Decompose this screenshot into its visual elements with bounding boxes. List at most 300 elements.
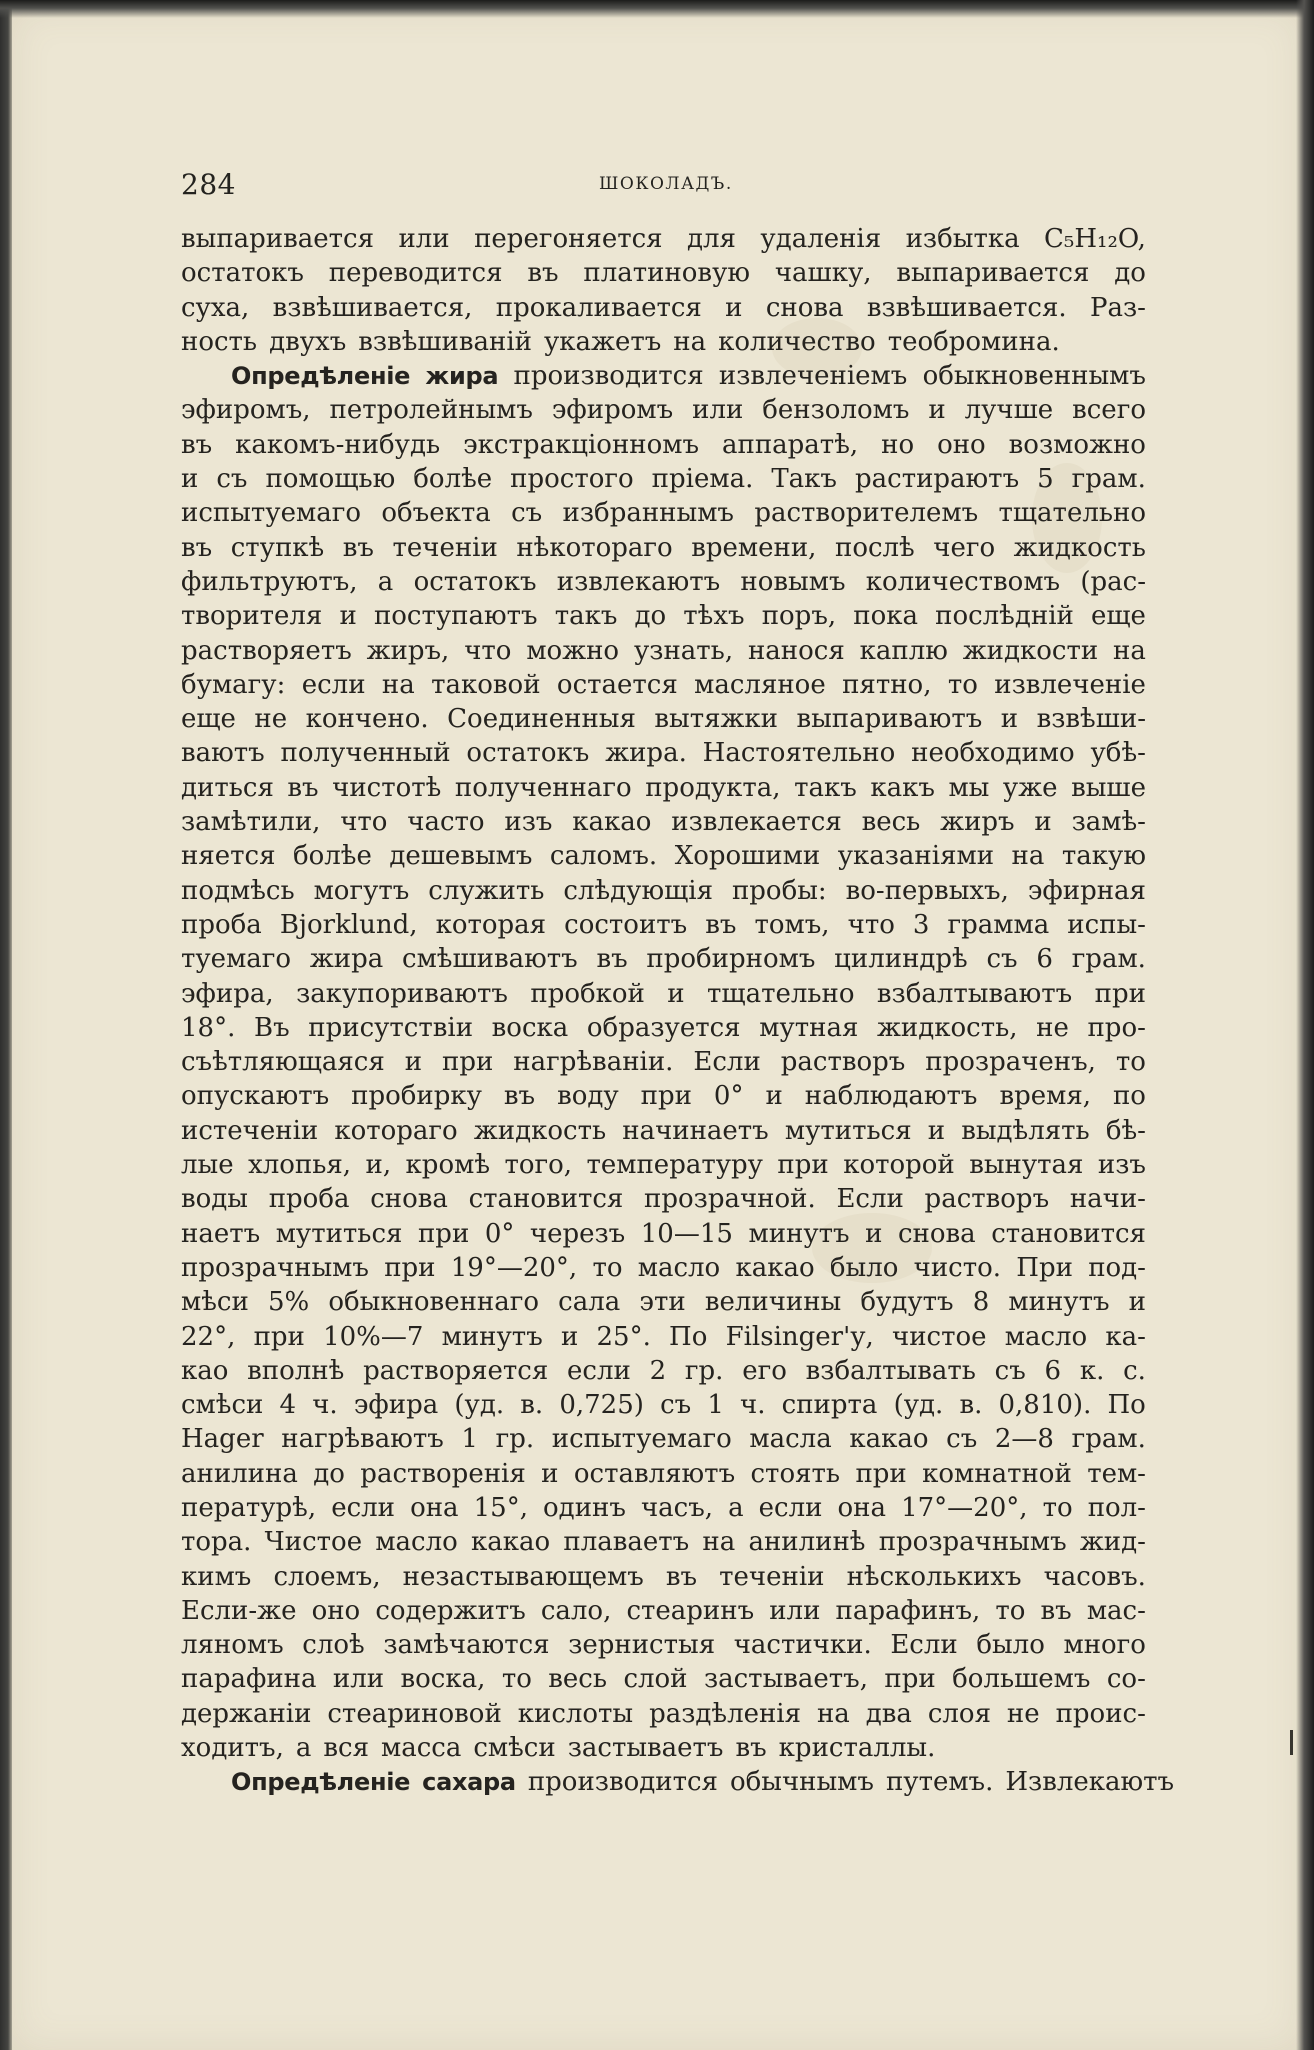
word: Filsinger'у, — [725, 1321, 874, 1352]
word: изъ — [504, 807, 553, 838]
word: чего — [933, 532, 996, 563]
text-line — [181, 1148, 1146, 1182]
word: такую — [1061, 841, 1146, 872]
word: съ — [994, 1355, 1026, 1386]
word: такъ — [554, 601, 618, 632]
word: поступаютъ — [373, 601, 538, 632]
word: 17°—20°, — [901, 1492, 1028, 1523]
word: до — [313, 1458, 345, 1489]
text-line — [181, 496, 1146, 530]
word: растворяетъ — [181, 635, 352, 666]
text-line — [181, 256, 1146, 290]
word: 6 — [1036, 944, 1053, 975]
word: обычнымъ — [729, 1767, 874, 1798]
word: петролейнымъ — [329, 395, 533, 426]
text-line — [181, 1731, 1146, 1765]
word: съѣтляющаяся — [181, 1047, 385, 1078]
word: слоемъ, — [273, 1561, 381, 1592]
word: путемъ. — [885, 1767, 994, 1798]
word: а — [728, 1492, 744, 1523]
word: эти — [639, 1287, 686, 1318]
word: замѣ- — [1071, 807, 1146, 838]
word: образуется — [586, 1012, 741, 1043]
text-line — [181, 1491, 1146, 1525]
word: с. — [1123, 1355, 1146, 1386]
word: 8 — [972, 1287, 990, 1318]
text-line — [181, 393, 1146, 427]
word: перегоняется — [474, 224, 663, 254]
word: 19°—20°, — [450, 1252, 578, 1283]
word: указаніями — [837, 841, 995, 872]
word: всего — [1072, 395, 1146, 426]
word: масляное — [694, 669, 826, 700]
word: нѣкотораго — [516, 532, 673, 563]
word: 4 — [279, 1390, 297, 1421]
word: взбалтываютъ — [876, 978, 1073, 1009]
word: слоѣ — [302, 1630, 365, 1661]
word: 15°, — [473, 1492, 528, 1523]
word: снова — [370, 1184, 448, 1215]
word: воска — [491, 1012, 569, 1043]
word: и — [560, 1321, 579, 1352]
word: подмѣсь — [181, 875, 295, 906]
word: вполнѣ — [247, 1355, 345, 1386]
word: еще — [1090, 601, 1146, 632]
word: или — [769, 1595, 821, 1626]
word: и — [928, 395, 946, 426]
word: по — [1112, 1081, 1146, 1112]
word: то — [947, 669, 978, 700]
word: какао — [471, 1527, 551, 1558]
word: при — [855, 1458, 907, 1489]
word: ч. — [740, 1390, 766, 1421]
word: грам. — [1071, 944, 1146, 975]
word: ность — [181, 326, 258, 357]
word: 5 — [1037, 464, 1054, 495]
word: гр. — [495, 1424, 535, 1455]
word: диться — [181, 772, 274, 803]
word: ступкѣ — [230, 532, 325, 563]
text-line — [181, 668, 1146, 702]
word: као — [181, 1355, 229, 1386]
word: что — [847, 909, 895, 940]
word: стеаринъ — [626, 1595, 755, 1626]
word: сахара — [422, 1768, 516, 1797]
word: узнать, — [633, 635, 734, 666]
word: а — [295, 1733, 312, 1764]
word: мутиться — [784, 1115, 912, 1146]
word: бумагу: — [181, 669, 286, 700]
text-line — [181, 1662, 1146, 1696]
word: Если — [693, 1047, 761, 1078]
word: каплю — [859, 635, 948, 666]
word: экстракціонномъ — [463, 429, 700, 460]
word: извлеченіе — [994, 669, 1146, 700]
word: вся — [323, 1733, 369, 1764]
word: Такъ — [771, 464, 837, 495]
word: не — [1036, 1012, 1069, 1043]
word: 0,810). — [998, 1390, 1092, 1421]
text-line — [181, 874, 1146, 908]
word: смѣшиваютъ — [402, 944, 578, 975]
text-line — [181, 942, 1146, 976]
word: то — [1042, 1492, 1073, 1523]
word: пока — [853, 601, 918, 632]
word: кимъ — [181, 1561, 252, 1592]
word: будутъ — [860, 1287, 954, 1318]
word: то — [1115, 1047, 1146, 1078]
text-line — [181, 805, 1146, 839]
word: весь — [861, 807, 921, 838]
word: эфирная — [1027, 875, 1146, 906]
text-line — [181, 1697, 1146, 1731]
word: во-первыхъ, — [845, 875, 1009, 906]
word: при — [884, 1664, 936, 1695]
word: 0° — [713, 1081, 744, 1112]
word: удаленія — [760, 224, 882, 254]
word: C₅H₁₂O, — [1044, 224, 1146, 254]
word: парафина — [181, 1664, 317, 1695]
word: гр. — [684, 1355, 724, 1386]
word: послѣ — [834, 532, 915, 563]
word: Если — [836, 1184, 904, 1215]
word: проис- — [1055, 1698, 1146, 1729]
word: и — [927, 1115, 946, 1146]
text-line — [181, 736, 1146, 770]
text-line — [181, 1079, 1146, 1113]
word: жиръ — [940, 807, 1015, 838]
word: теченіи — [719, 1561, 825, 1592]
word: платиновую — [583, 258, 751, 289]
word: 2—8 — [994, 1424, 1054, 1455]
word: въ — [287, 772, 319, 803]
scan-top-shadow — [0, 0, 1314, 18]
word: растворъ — [924, 1184, 1050, 1215]
word: но — [881, 429, 915, 460]
word: выпаривается — [896, 258, 1090, 289]
word: часъ, — [640, 1492, 714, 1523]
word: въ — [181, 429, 213, 460]
word: и — [181, 464, 199, 495]
word: изъ — [1097, 1150, 1146, 1181]
running-title: ШОКОЛАДЪ. — [599, 174, 733, 194]
text-line — [181, 599, 1146, 633]
word: выпаривается — [181, 224, 375, 254]
text-line — [181, 634, 1146, 668]
word: застываетъ, — [703, 1664, 868, 1695]
word: остатокъ — [181, 258, 304, 289]
word: жидкость — [473, 1115, 607, 1146]
text-line — [181, 1182, 1146, 1216]
word: то — [501, 1664, 532, 1695]
word: Опредѣленіе — [231, 362, 411, 391]
word: температуру — [586, 1150, 763, 1181]
word: таковой — [431, 669, 541, 700]
word: и — [765, 1081, 783, 1112]
word: стоять — [750, 1458, 841, 1489]
text-line — [181, 291, 1146, 325]
text-line — [181, 977, 1146, 1011]
word: помощью — [265, 464, 396, 495]
text-line — [181, 325, 1146, 359]
word: мы — [948, 772, 990, 803]
word: прозрачнымъ — [181, 1252, 369, 1283]
word: хлопья, — [248, 1150, 352, 1181]
word: масло — [1004, 1321, 1088, 1352]
word: то — [592, 1252, 623, 1283]
word: Извлекаютъ — [1005, 1767, 1175, 1798]
word: При — [1016, 1252, 1073, 1283]
word: плаваетъ — [563, 1527, 690, 1558]
word: два — [865, 1698, 912, 1729]
word: теченіи — [392, 532, 498, 563]
text-line — [181, 1525, 1146, 1559]
word: котораго — [334, 1115, 458, 1146]
word: мутная — [759, 1012, 859, 1043]
word: прозрачной. — [644, 1184, 816, 1215]
word: на — [1011, 841, 1045, 872]
word: выдѣлять — [961, 1115, 1090, 1146]
word: (уд. — [454, 1390, 505, 1421]
text-line — [181, 1594, 1146, 1628]
text-line — [181, 908, 1146, 942]
word: на — [816, 1698, 850, 1729]
scan-right-edge — [1296, 0, 1314, 2050]
word: жира — [425, 362, 499, 391]
word: при — [777, 1150, 829, 1181]
word: бензоломъ — [762, 395, 910, 426]
word: замѣчаются — [383, 1630, 550, 1661]
word: анилина — [181, 1458, 298, 1489]
word: ляномъ — [181, 1630, 284, 1661]
word: послѣдній — [935, 601, 1074, 632]
word: начи- — [1069, 1184, 1146, 1215]
text-line — [181, 1045, 1146, 1079]
word: Въ — [253, 1012, 290, 1043]
text-line — [181, 1765, 1175, 1799]
word: и — [339, 601, 357, 632]
word: съ — [216, 464, 248, 495]
word: ваютъ — [181, 738, 265, 769]
word: 6 — [1044, 1355, 1062, 1386]
word: ка- — [1105, 1321, 1146, 1352]
word: остается — [556, 669, 678, 700]
word: тѣхъ — [683, 601, 745, 632]
word: масло — [637, 1252, 721, 1283]
word: 0° — [484, 1218, 515, 1249]
word: состоитъ — [564, 909, 688, 940]
word: фильтруютъ, — [181, 566, 358, 597]
word: того, — [504, 1150, 573, 1181]
word: слѣдующія — [563, 875, 713, 906]
word: растворенія — [360, 1458, 526, 1489]
word: количество — [718, 326, 876, 357]
text-line — [181, 1011, 1146, 1045]
word: содержитъ — [375, 1595, 526, 1626]
word: воска, — [400, 1664, 486, 1695]
word: одинъ — [543, 1492, 626, 1523]
word: 10%—7 — [323, 1321, 424, 1352]
word: творителя — [181, 601, 323, 632]
word: 1 — [461, 1424, 478, 1455]
word: Опредѣленіе — [231, 1768, 411, 1797]
word: мѣси — [181, 1287, 249, 1318]
word: или — [332, 1664, 385, 1695]
word: Если-же — [181, 1595, 297, 1626]
word: оно — [937, 429, 986, 460]
word: можно — [526, 635, 620, 666]
word: снова — [897, 1218, 976, 1249]
word: пробкой — [530, 978, 645, 1009]
word: Настоятельно — [702, 738, 896, 769]
word: уже — [1002, 772, 1058, 803]
word: пол- — [1087, 1492, 1146, 1523]
word: парафинъ, — [835, 1595, 981, 1626]
word: воду — [557, 1081, 619, 1112]
word: и — [1034, 807, 1052, 838]
text-line — [181, 1114, 1146, 1148]
word: испытуемаго — [551, 1424, 732, 1455]
word: бѣ- — [1105, 1115, 1146, 1146]
word: проба — [181, 909, 262, 940]
word: до — [634, 601, 667, 632]
word: простого — [510, 464, 634, 495]
word: пературѣ, — [181, 1492, 317, 1523]
word: и — [865, 1218, 883, 1249]
word: болѣе — [292, 841, 372, 872]
word: объекта — [381, 498, 491, 529]
word: производится — [513, 361, 704, 392]
word: минутъ — [441, 1321, 543, 1352]
word: извлекается — [671, 807, 842, 838]
word: для — [687, 224, 736, 254]
word: что — [464, 635, 512, 666]
word: на — [1113, 635, 1146, 666]
word: которая — [435, 909, 547, 940]
text-line — [181, 462, 1146, 496]
word: и — [667, 978, 685, 1009]
word: смѣси — [181, 1390, 264, 1421]
word: начинаетъ — [622, 1115, 769, 1146]
word: Чистое — [264, 1527, 363, 1558]
word: саломъ. — [549, 841, 658, 872]
word: вытяжки — [654, 704, 778, 735]
word: если — [301, 669, 366, 700]
word: чашку, — [774, 258, 872, 289]
text-line — [181, 839, 1146, 873]
word: оставляютъ — [573, 1458, 736, 1489]
word: въ — [527, 258, 559, 289]
word: и, — [365, 1150, 392, 1181]
word: укажетъ — [544, 326, 662, 357]
word: туемаго — [181, 944, 292, 975]
word: 25°. — [596, 1321, 651, 1352]
word: выше — [1071, 772, 1146, 803]
text-line — [181, 359, 1146, 393]
word: съ — [511, 498, 543, 529]
word: и — [404, 1047, 423, 1078]
word: истеченіи — [181, 1115, 319, 1146]
word: или — [692, 395, 744, 426]
word: и — [1128, 1287, 1146, 1318]
word: в. — [959, 1390, 983, 1421]
word: 10—15 — [640, 1218, 733, 1249]
word: въ — [503, 1081, 536, 1112]
word: и — [541, 1458, 559, 1489]
word: опускаютъ — [181, 1081, 330, 1112]
word: много — [1063, 1630, 1146, 1661]
word: держаніи — [181, 1698, 312, 1729]
word: со- — [1106, 1664, 1146, 1695]
word: пробы: — [731, 875, 827, 906]
word: большемъ — [952, 1664, 1091, 1695]
word: до — [1114, 258, 1146, 289]
word: двухъ — [269, 326, 347, 357]
word: количествомъ — [865, 566, 1061, 597]
word: извлекаютъ — [556, 566, 721, 597]
word: съ — [986, 944, 1018, 975]
word: аппаратѣ, — [722, 429, 859, 460]
word: томъ, — [754, 909, 830, 940]
word: остатокъ — [466, 738, 590, 769]
word: мас- — [1086, 1595, 1146, 1626]
word: 0,725) — [559, 1390, 644, 1421]
word: сало, — [540, 1595, 612, 1626]
text-line — [181, 1560, 1146, 1594]
word: въ — [342, 532, 374, 563]
word: убѣ- — [1090, 738, 1146, 769]
word: какъ — [870, 772, 935, 803]
word: наблюдаютъ — [804, 1081, 978, 1112]
word: 18°. — [181, 1012, 236, 1043]
word: пріема. — [651, 464, 754, 495]
word: лые — [181, 1150, 234, 1181]
word: 5% — [267, 1287, 310, 1318]
word: при — [417, 1218, 470, 1249]
word: жидкость — [1013, 532, 1146, 563]
word: наетъ — [181, 1218, 261, 1249]
word: на — [702, 1527, 736, 1558]
word: было — [829, 1252, 899, 1283]
word: няется — [181, 841, 276, 872]
text-line — [181, 565, 1146, 599]
word: кромѣ — [405, 1150, 490, 1181]
word: въ — [181, 532, 213, 563]
word: обыкновеннымъ — [922, 361, 1146, 392]
word: такъ — [794, 772, 857, 803]
word: кончено. — [305, 704, 429, 735]
word: въ — [705, 909, 737, 940]
word: необходимо — [911, 738, 1075, 769]
word: 22°, — [181, 1321, 236, 1352]
word: минутъ — [748, 1218, 850, 1249]
word: избраннымъ — [562, 498, 734, 529]
word: стеариновой — [327, 1698, 502, 1729]
word: въ — [596, 944, 628, 975]
word: взвѣшивается, — [272, 292, 473, 323]
word: съ — [660, 1390, 692, 1421]
word: какао — [735, 1252, 815, 1283]
word: поръ, — [761, 601, 837, 632]
word: замѣтили, — [181, 807, 321, 838]
word: черезъ — [529, 1218, 626, 1249]
word: кислоты — [517, 1698, 634, 1729]
margin-mark — [1290, 1730, 1293, 1755]
word: испы- — [1067, 909, 1146, 940]
word: какомъ-нибудь — [235, 429, 441, 460]
word: новымъ — [740, 566, 846, 597]
word: жира. — [605, 738, 687, 769]
